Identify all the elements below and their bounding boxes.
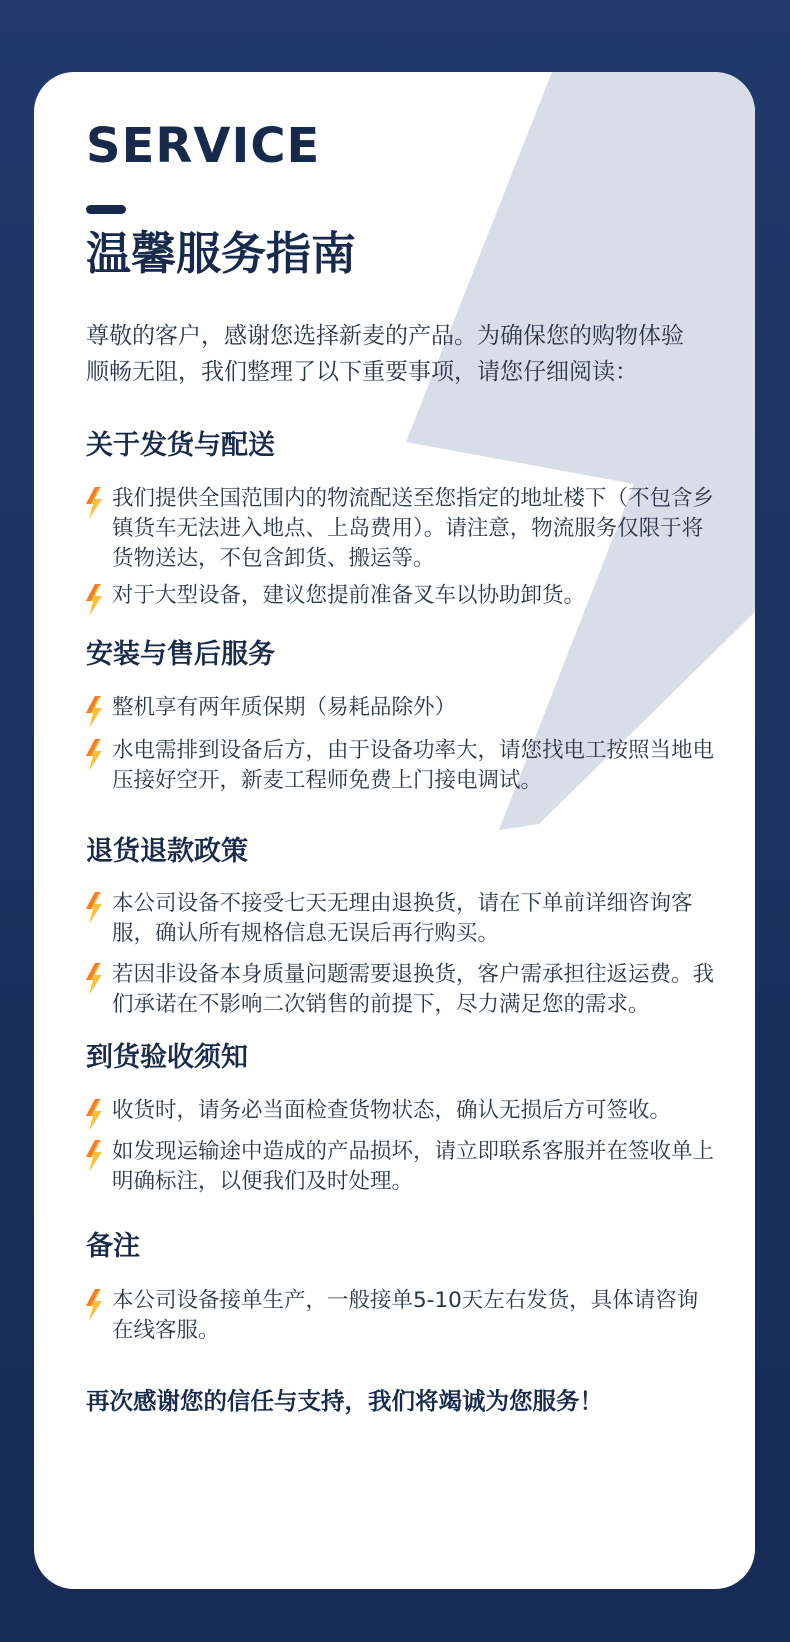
list-item xyxy=(86,484,718,574)
lightning-bolt-icon xyxy=(82,963,106,995)
list-item-text: 我们提供全国范围内的物流配送至您指定的地址楼下（不包含乡镇货车无法进入地点、上岛费用）。请注意，物流服务仅限于将货物送达，不包含卸货、搬运等。 xyxy=(112,486,715,571)
list-item xyxy=(86,736,718,796)
lightning-bolt-icon xyxy=(82,487,106,519)
service-guide-card xyxy=(34,72,755,1589)
section-title: 关于发货与配送 xyxy=(86,430,275,461)
list-item-text: 整机享有两年质保期（易耗品除外） xyxy=(112,695,457,720)
list-item xyxy=(86,581,718,611)
list-item xyxy=(86,1096,718,1126)
list-item-text: 对于大型设备，建议您提前准备叉车以协助卸货。 xyxy=(112,583,586,608)
list-item xyxy=(86,1137,718,1197)
lightning-bolt-icon xyxy=(82,1140,106,1172)
lightning-bolt-icon xyxy=(82,739,106,771)
list-item-text: 收货时，请务必当面检查货物状态，确认无损后方可签收。 xyxy=(112,1098,672,1123)
lightning-bolt-icon xyxy=(82,696,106,728)
section-returns xyxy=(86,834,715,1020)
closing-message: 再次感谢您的信任与支持，我们将竭诚为您服务！ xyxy=(86,1387,603,1415)
section-inspection xyxy=(86,1040,715,1197)
list-item-text: 如发现运输途中造成的产品损坏，请立即联系客服并在签收单上明确标注，以便我们及时处理。 xyxy=(112,1139,715,1194)
lightning-bolt-icon xyxy=(82,1099,106,1131)
section-title: 安装与售后服务 xyxy=(86,639,275,670)
section-title: 备注 xyxy=(86,1231,140,1262)
section-after-sales xyxy=(86,637,715,796)
list-item-text: 若因非设备本身质量问题需要退换货，客户需承担往返运费。我们承诺在不影响二次销售的前提下，尽力满足您的需求。 xyxy=(112,962,715,1017)
list-item xyxy=(86,1286,718,1346)
lightning-bolt-icon xyxy=(82,584,106,616)
section-title: 退货退款政策 xyxy=(86,836,248,867)
list-item-text: 本公司设备不接受七天无理由退换货，请在下单前详细咨询客服，确认所有规格信息无误后再行购买。 xyxy=(112,891,693,946)
lightning-bolt-icon xyxy=(82,1289,106,1321)
intro-text: 尊敬的客户，感谢您选择新麦的产品。为确保您的购物体验顺畅无阻，我们整理了以下重要事项，请您仔细阅读： xyxy=(86,323,684,385)
eyebrow-title: SERVICE xyxy=(86,118,321,174)
list-item xyxy=(86,960,718,1020)
list-item-text: 本公司设备接单生产，一般接单5-10天左右发货，具体请咨询在线客服。 xyxy=(112,1288,699,1343)
section-notes xyxy=(86,1229,703,1346)
list-item xyxy=(86,693,718,723)
title-divider xyxy=(86,205,126,214)
lightning-bolt-icon xyxy=(82,892,106,924)
list-item xyxy=(86,889,718,949)
list-item-text: 水电需排到设备后方，由于设备功率大，请您找电工按照当地电压接好空开，新麦工程师免费上门接电调试。 xyxy=(112,738,715,793)
section-title: 到货验收须知 xyxy=(86,1042,248,1073)
section-shipping xyxy=(86,428,715,611)
guide-content xyxy=(34,72,755,1418)
page-title: 温馨服务指南 xyxy=(86,227,357,280)
